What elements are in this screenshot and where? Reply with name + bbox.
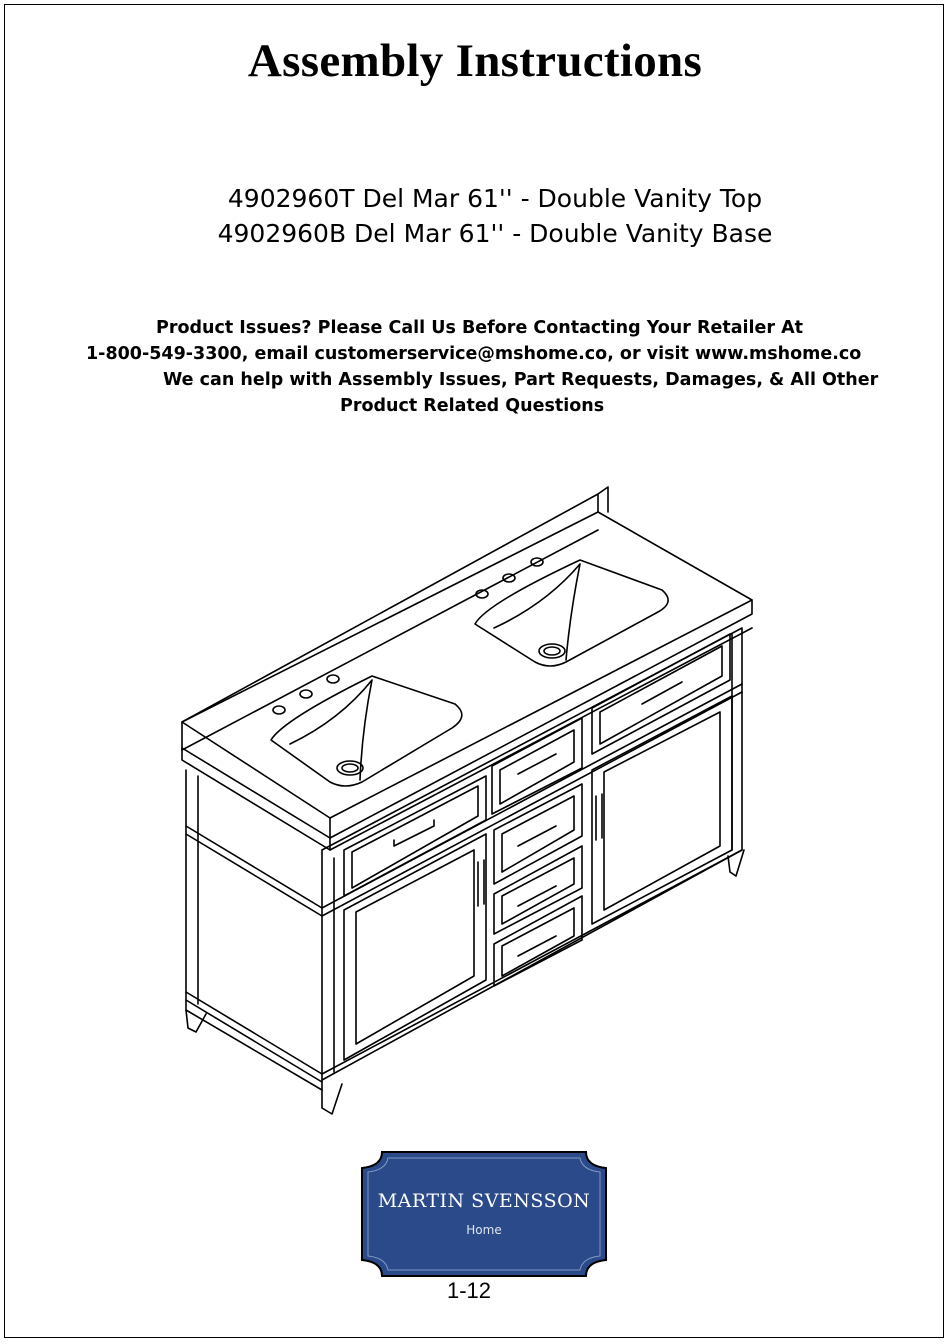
contact-line-1: Product Issues? Please Call Us Before Contacting Your Retailer At bbox=[156, 318, 804, 338]
brand-subtitle: Home bbox=[466, 1223, 502, 1237]
vanity-illustration bbox=[160, 470, 780, 1130]
contact-line-2: 1-800-549-3300, email customerservice@mshome.co, or visit www.mshome.co bbox=[86, 344, 862, 364]
brand-name: MARTIN SVENSSON bbox=[377, 1190, 591, 1212]
product-line-top: 4902960T Del Mar 61'' - Double Vanity Top bbox=[227, 184, 763, 213]
contact-line-4: Product Related Questions bbox=[340, 396, 605, 416]
page-number: 1-12 bbox=[446, 1278, 492, 1303]
contact-line-3: We can help with Assembly Issues, Part Requests, Damages, & All Other bbox=[163, 370, 879, 390]
page-title: Assembly Instructions bbox=[247, 35, 703, 87]
product-line-base: 4902960B Del Mar 61'' - Double Vanity Base bbox=[217, 219, 773, 248]
brand-logo-badge bbox=[360, 1150, 608, 1278]
